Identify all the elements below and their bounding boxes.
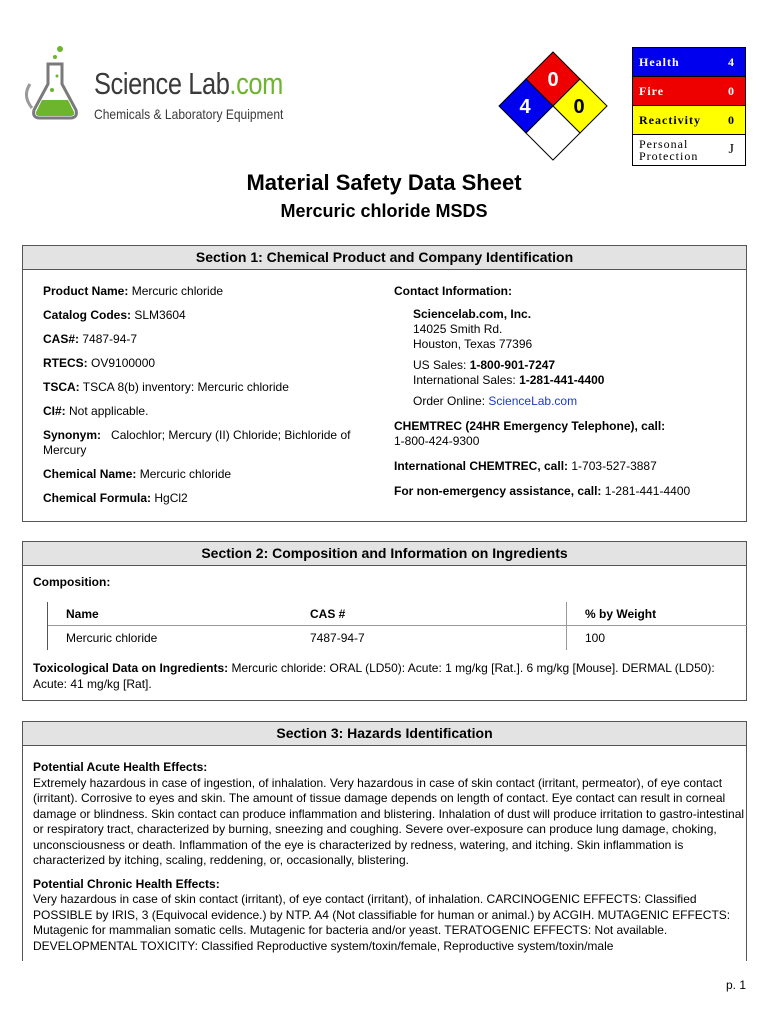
- page-subtitle: Mercuric chloride MSDS: [280, 201, 488, 221]
- page-title: Material Safety Data Sheet: [246, 170, 522, 195]
- table-cell: Mercuric chloride: [66, 631, 158, 645]
- chronic-health-effects: Potential Chronic Health Effects: Very hazardous in case of skin contact (irritant), of eye contact (irritant), of inhalation. CARCINOGENIC EFFECTS: Classified POSSIBLE by IRIS, 3 (Equivocal evidence.) by NTP. A4 (Not classifiable for human or animal.) by ACGIH. MUTAGENIC EFFECTS: Mutagenic for mammalian somatic cells. Mutagenic for bacteria and/or yeast. TERATOGENIC EFFECTS: Not available. DEVELOPMENTAL TOXICITY: Classified Reproductive system/toxin/female, Reproductive system/toxin/male: [33, 876, 731, 953]
- section-2: [22, 541, 747, 701]
- toxicological-data: Toxicological Data on Ingredients: Mercuric chloride: ORAL (LD50): Acute: 1 mg/kg [Rat.]. 6 mg/kg [Mouse]. DERMAL (LD50): Acute: 41 mg/kg [Rat].: [33, 661, 715, 691]
- flask-icon: [20, 44, 90, 128]
- chemical-name-field: Chemical Name: Mercuric chloride: [43, 467, 232, 481]
- tsca-field: TSCA: TSCA 8(b) inventory: Mercuric chloride: [43, 380, 289, 394]
- logo-tagline: Chemicals & Laboratory Equipment: [94, 106, 284, 122]
- chemical-formula-field: Chemical Formula: HgCl2: [43, 491, 188, 505]
- synonym-field: Synonym: Calochlor; Mercury (II) Chloride; Bichloride of Mercury: [43, 428, 351, 457]
- product-name-field: Product Name: Mercuric chloride: [43, 284, 224, 298]
- table-row: [48, 626, 747, 650]
- rtecs-field: RTECS: OV9100000: [43, 356, 156, 370]
- order-online: Order Online: ScienceLab.com: [413, 394, 578, 408]
- contact-information: Contact Information: Sciencelab.com, Inc. 14025 Smith Rd. Houston, Texas 77396 US Sales: 1-800-901-7247 International Sales: 1-281-441-4400 Order Online: ScienceLab.com CHEMTREC (24HR Emergency Telephone), call: 1-800-424-9300 International CHEMTREC, call: 1-703-527-3887 For non-emergency assistance, call: 1-281-441-4400: [394, 284, 734, 499]
- cas-field: CAS#: 7487-94-7: [43, 332, 138, 346]
- international-sales: International Sales: 1-281-441-4400: [413, 373, 605, 387]
- nfpa-fire-value: 0: [547, 69, 559, 91]
- ci-field: CI#: Not applicable.: [43, 404, 149, 418]
- hmis-fire-row: Fire 0: [633, 77, 745, 106]
- address-line-2: Houston, Texas 77396: [413, 337, 533, 351]
- logo-wordmark: Science Lab.com: [94, 66, 283, 101]
- table-header-row: [48, 602, 747, 626]
- sciencelab-link[interactable]: ScienceLab.com: [488, 394, 578, 408]
- column-header: Name: [66, 607, 99, 621]
- international-chemtrec: International CHEMTREC, call: 1-703-527-3887: [394, 459, 657, 473]
- address-line-1: 14025 Smith Rd.: [413, 322, 503, 336]
- section-3: [22, 721, 747, 961]
- non-emergency-assistance: For non-emergency assistance, call: 1-281-441-4400: [394, 484, 691, 498]
- page-number: p. 1: [725, 978, 746, 992]
- chemtrec-phone: 1-800-424-9300: [394, 434, 480, 448]
- section-1: [22, 245, 747, 522]
- company-name: Sciencelab.com, Inc.: [413, 307, 532, 321]
- us-sales: US Sales: 1-800-901-7247: [413, 358, 556, 372]
- product-identification: [43, 284, 373, 515]
- sciencelab-logo: [20, 44, 310, 128]
- table-cell: 7487-94-7: [310, 631, 365, 645]
- hmis-personal-protection-row: Personal Protection J: [633, 135, 745, 165]
- column-header: % by Weight: [566, 602, 747, 625]
- section-heading: Section 1: Chemical Product and Company Identification: [23, 246, 746, 270]
- catalog-codes-field: Catalog Codes: SLM3604: [43, 308, 186, 322]
- nfpa-health-value: 4: [519, 96, 531, 118]
- hmis-label: [632, 47, 746, 166]
- hmis-health-row: Health 4: [633, 48, 745, 77]
- section-heading: Section 3: Hazards Identification: [23, 722, 746, 746]
- hmis-reactivity-row: Reactivity 0: [633, 106, 745, 135]
- chemtrec-label: CHEMTREC (24HR Emergency Telephone), call:: [394, 419, 666, 433]
- section-heading: Section 2: Composition and Information on Ingredients: [23, 542, 746, 566]
- acute-health-effects: Potential Acute Health Effects: Extremely hazardous in case of ingestion, of inhalation. Very hazardous in case of skin contact (irritant, permeator), of eye contact (irritant). Corrosive to eyes and skin. The amount of tissue damage depends on length of contact. Eye contact can result in corneal damage or blindness. Skin contact can produce inflammation and blistering. Inhalation of dust will produce irritation to gastro-intestinal or respiratory tract, characterized by burning, sneezing and coughing. Severe over-exposure can produce lung damage, choking, unconsciousness or death. Inflammation of the eye is characterized by redness, watering, and itching. Skin inflammation is characterized by itching, scaling, reddening, or, occasionally, blistering.: [33, 760, 745, 867]
- nfpa-reactivity-value: 0: [573, 96, 585, 118]
- nfpa-diamond: [498, 50, 608, 164]
- table-cell: 100: [566, 626, 747, 650]
- ingredients-table: [47, 602, 747, 650]
- column-header: CAS #: [310, 607, 346, 621]
- composition-label: Composition:: [33, 575, 111, 589]
